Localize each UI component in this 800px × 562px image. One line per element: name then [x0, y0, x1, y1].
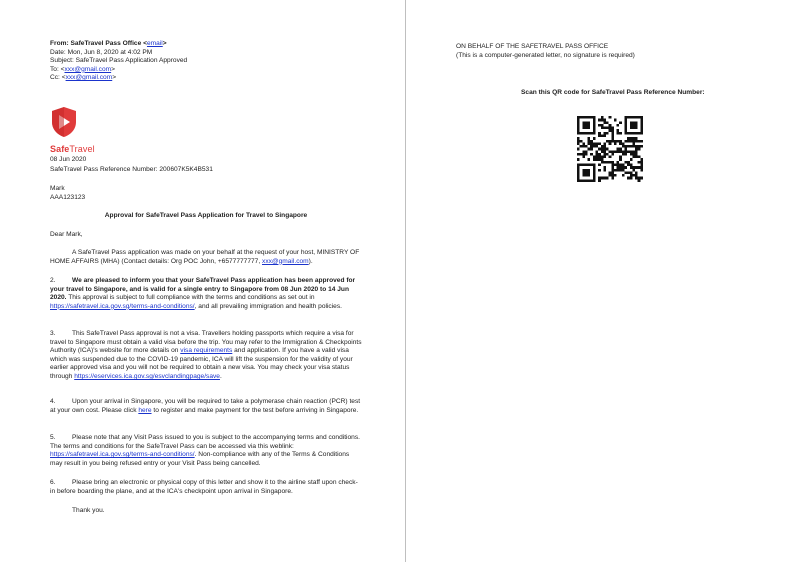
paragraph-6: 6. Please bring an electronic or physical copy of this letter and show it to the airline staff upon check-in before boarding the plane, and at the ICA's checkpoint upon arrival in Singapore.: [50, 479, 358, 495]
closing: Thank you.: [72, 507, 105, 514]
paragraph-1: A SafeTravel Pass application was made on your behalf at the request of your host, MINISTRY OF HOME AFFAIRS (MHA) (Contact details: Org POC John, +6577777777, xxx@gmail.com).: [50, 249, 360, 265]
email-date: Date: Mon, Jun 8, 2020 at 4:02 PM: [50, 48, 153, 56]
email-from-link[interactable]: email: [146, 40, 163, 47]
reference-number: SafeTravel Pass Reference Number: 200607K5K4B531: [50, 166, 213, 173]
email-to-link[interactable]: xxx@gmail.com: [64, 65, 112, 73]
recipient-name: Mark: [50, 185, 65, 192]
computer-generated-note: (This is a computer-generated letter, no signature is required): [456, 52, 635, 59]
terms-link-1[interactable]: https://safetravel.ica.gov.sg/terms-and-conditions/: [50, 302, 195, 310]
pcr-register-link[interactable]: here: [138, 406, 152, 414]
paragraph-4: 4. Upon your arrival in Singapore, you will be required to take a polymerase chain reaction (PCR) test at your own cost. Please click here to register and make payment for the test before arriving in Singapore.: [50, 398, 361, 414]
email-to: To: <xxx@gmail.com>: [50, 65, 115, 73]
paragraph-5: 5. Please note that any Visit Pass issued to you is subject to the accompanying terms and conditions. The terms and conditions for the SafeTravel Pass can be accessed via this weblink: https://safetravel.ica.gov.sg/terms-and-conditions/. Non-compliance with any of the Terms & Conditions may result in you being refused entry or your Visit Pass being cancelled.: [50, 434, 360, 467]
qr-caption: Scan this QR code for SafeTravel Pass Reference Number:: [521, 89, 705, 96]
qr-code-icon: [577, 116, 643, 187]
on-behalf-line: ON BEHALF OF THE SAFETRAVEL PASS OFFICE: [456, 43, 609, 50]
logo-wordmark: SafeTravel: [50, 144, 95, 154]
paragraph-3: 3. This SafeTravel Pass approval is not a visa. Travellers holding passports which require a visa for travel to Singapore must obtain a valid visa before the trip. You may refer to the Immigration & Checkpoints Authority (ICA)'s website for more details on visa requirements and application. If you have a valid visa which was suspended due to the COVID-19 pandemic, ICA will lift the suspension for the validity of your earlier approved visa and you will not be required to obtain a new visa. You may check your visa status through https://eservices.ica.gov.sg/esvclandingpage/save.: [50, 330, 362, 380]
letter-title: Approval for SafeTravel Pass Application for Travel to Singapore: [104, 212, 308, 219]
paragraph-2: 2. We are pleased to inform you that your SafeTravel Pass application has been approved for your travel to Singapore, and is valid for a single entry to Singapore from 08 Jun 2020 to 14 Jun 2020. This approval is subject to full compliance with the terms and conditions as set out in https://safetravel.ica.gov.sg/terms-and-conditions/, and all prevailing immigration and health policies.: [50, 277, 356, 310]
letter-date: 08 Jun 2020: [50, 156, 87, 163]
email-cc-link[interactable]: xxx@gmail.com: [65, 74, 113, 82]
shield-logo-icon: [50, 106, 78, 138]
host-email-link[interactable]: xxx@gmail.com: [262, 257, 309, 265]
recipient-id: AAA123123: [50, 194, 86, 201]
email-header: [50, 40, 370, 83]
visa-requirements-link[interactable]: visa requirements: [180, 347, 233, 355]
page-divider: [405, 0, 406, 562]
salutation: Dear Mark,: [50, 231, 83, 238]
letter-page-2: [407, 0, 800, 562]
terms-link-2[interactable]: https://safetravel.ica.gov.sg/terms-and-conditions/: [50, 451, 195, 459]
email-cc: Cc: <xxx@gmail.com>: [50, 74, 117, 82]
safetravel-logo: [50, 106, 95, 154]
email-from: From: SafeTravel Pass Office <email>: [50, 40, 167, 47]
visa-status-link[interactable]: https://eservices.ica.gov.sg/esvclandingpage/save: [74, 372, 220, 380]
email-subject: Subject: SafeTravel Pass Application Approved: [50, 57, 188, 65]
